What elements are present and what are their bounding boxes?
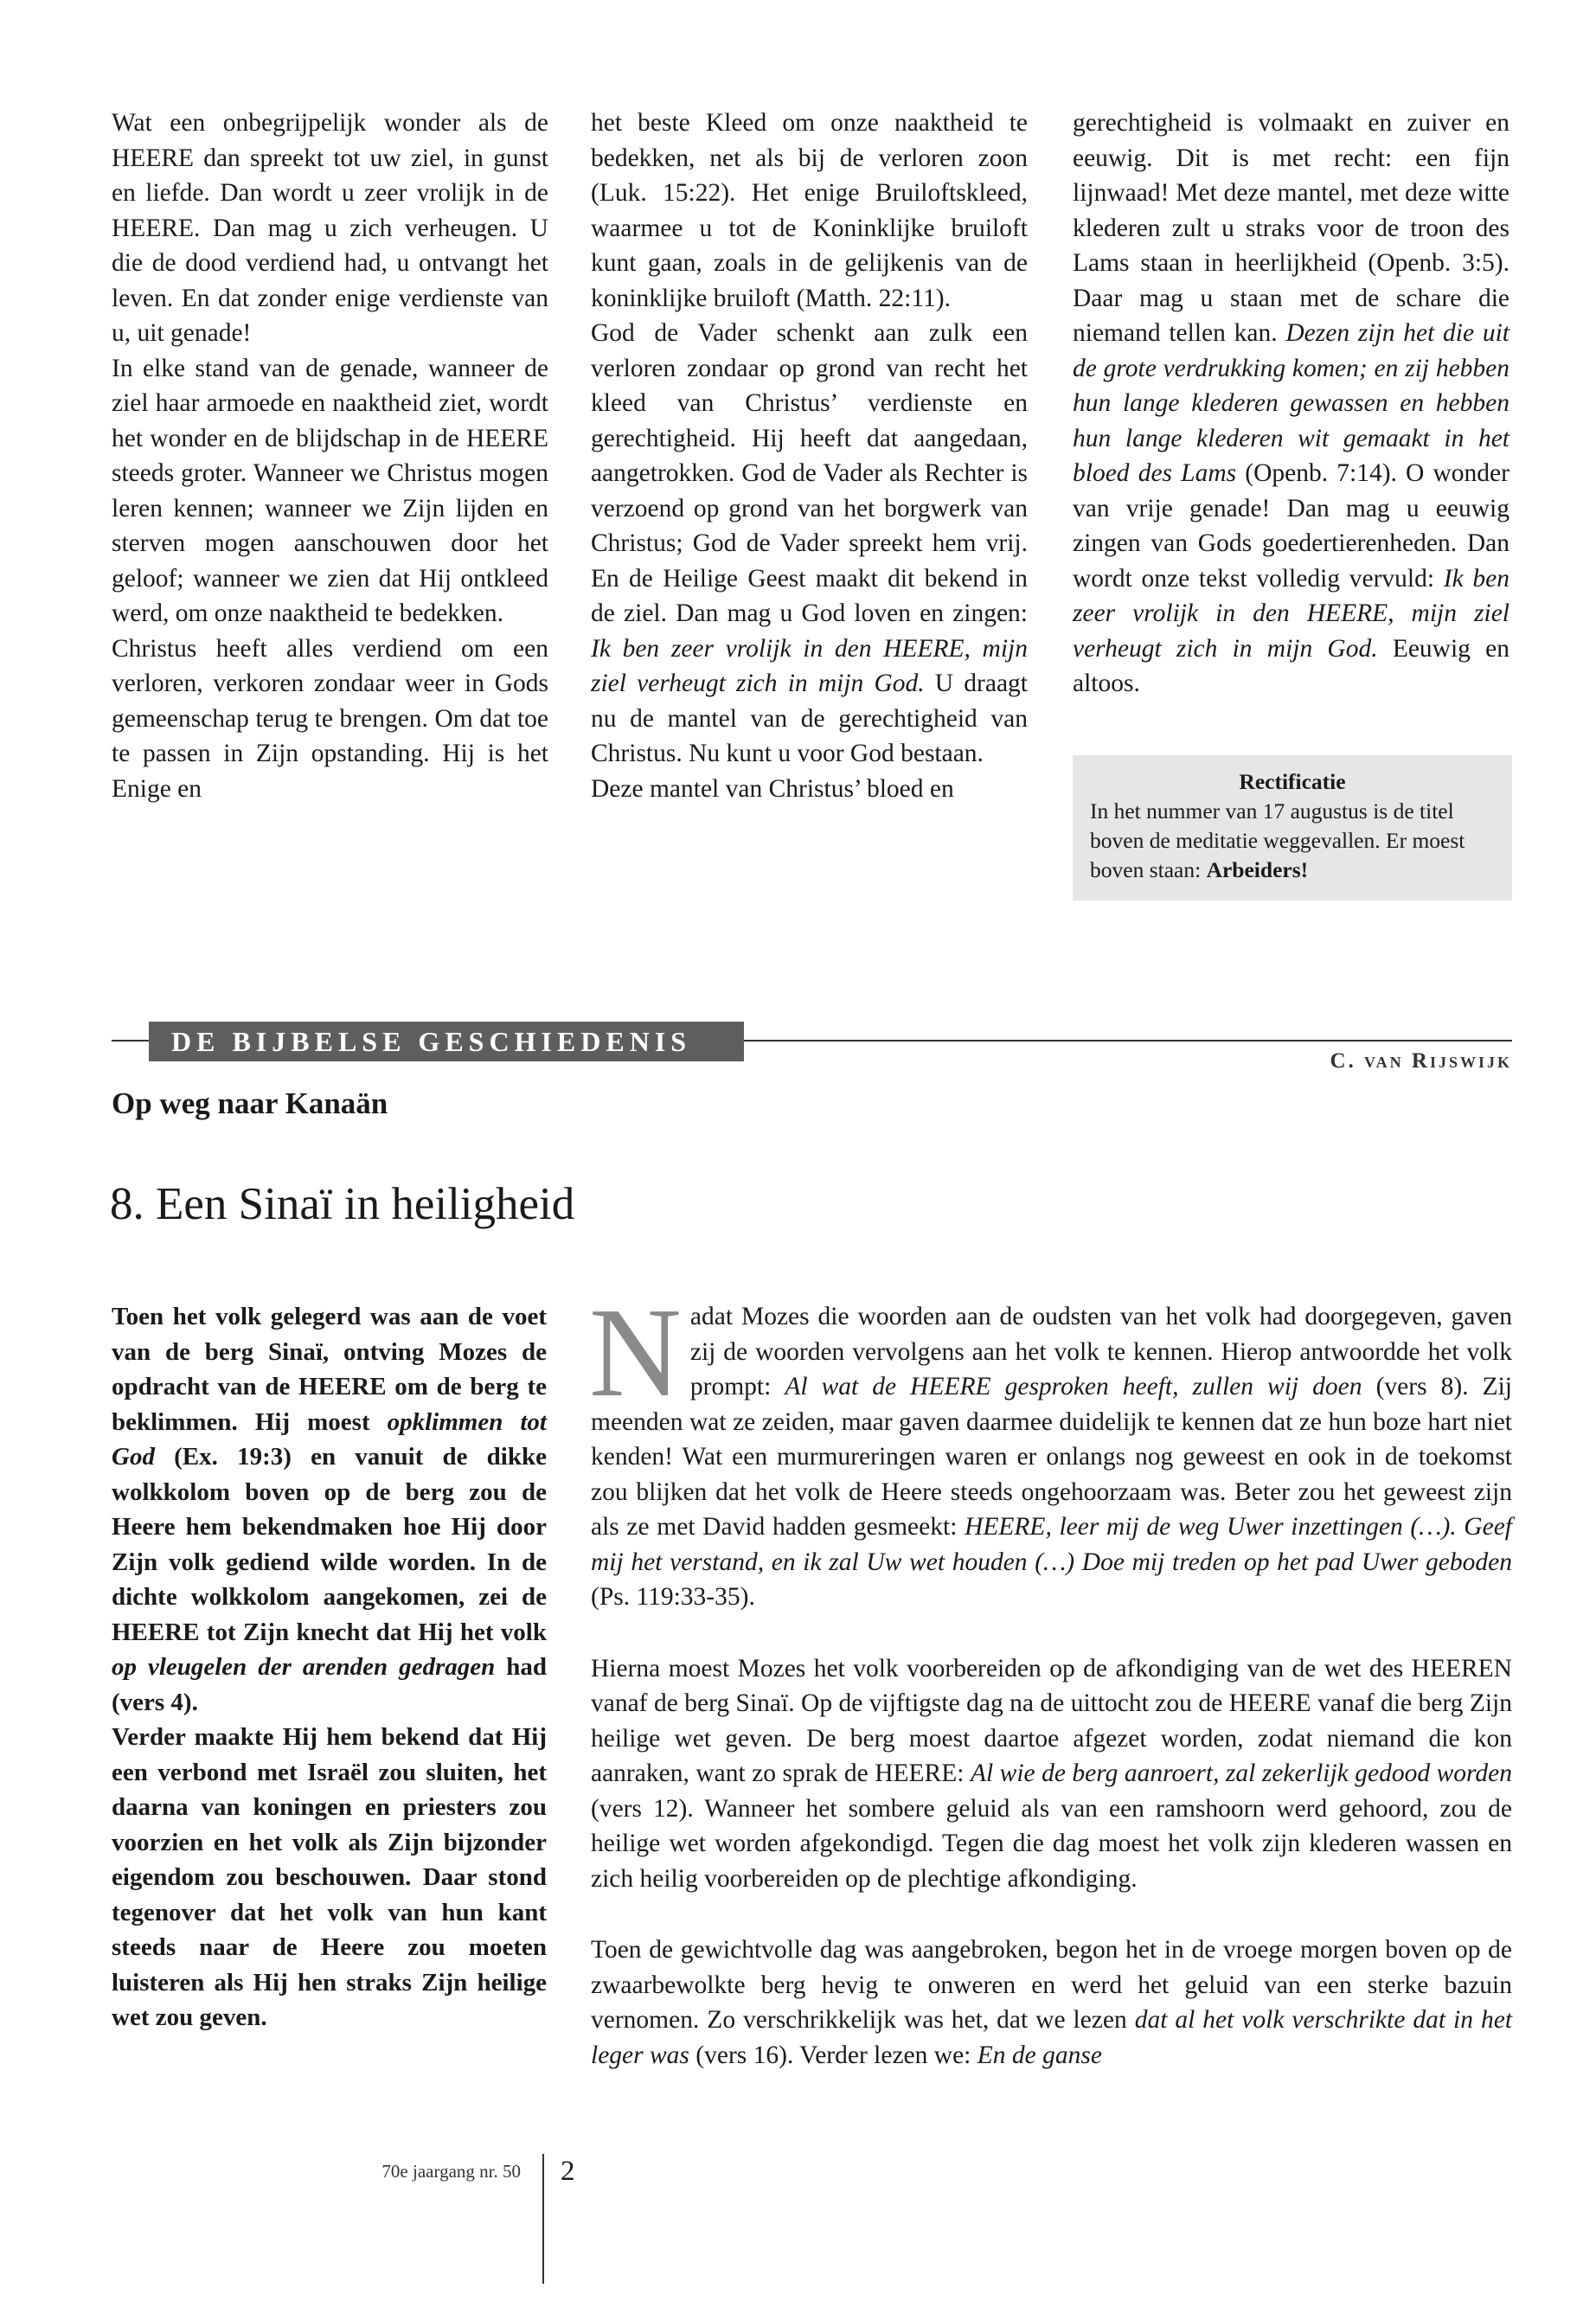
paragraph: In elke stand van de genade, wanneer de ziel haar armoede en naaktheid ziet, wordt het wonder en de blijdschap in de HEERE steeds groter. Wanneer we Christus mogen leren kennen; wanneer we Zijn lijden en sterven mogen aanschouwen door het geloof; wanneer we zien dat Hij ontkleed werd, om onze naaktheid te bedekken. (112, 354, 548, 627)
paragraph (589, 1282, 1512, 1615)
paragraph: Verder maakte Hij hem bekend dat Hij een verbond met Israël zou sluiten, het daarna van koningen en priesters zou voorzien en het volk als Zijn bijzonder eigendom zou beschouwen. Daar stond tegenover dat het volk van hun kant steeds naar de Heere zou moeten luisteren als Hij hen straks Zijn heilige wet zou geven. (112, 1723, 547, 2031)
column-3 (1073, 106, 1509, 702)
rectificatie-text (1090, 797, 1495, 885)
paragraph: Deze mantel van Christus’ bloed en (591, 774, 954, 803)
paragraph (591, 1932, 1512, 2073)
text-run: (Openb. 7:14). O wonder van vrije genade! Dan mag u eeuwig zingen van Gods goedertierenheden. Dan wordt onze tekst volledig vervuld: (1073, 459, 1509, 593)
text-run: (Ps. 119:33-35). (591, 1583, 755, 1611)
scripture-quote: Al wat de HEERE gesproken heeft, zullen wij doen (785, 1373, 1362, 1400)
text-run: (vers 16). Verder lezen we: (689, 2041, 977, 2069)
text-run: God de Vader schenkt aan zulk een verloren zondaar op grond van recht het kleed van Christus’ verdienste en gerechtigheid. Hij heeft dat aangedaan, aangetrokken. God de Vader als Rechter is verzoend op grond van het borgwerk van Christus; God de Vader spreekt hem vrij. En de Heilige Geest maakt dit bekend in de ziel. Dan mag u God loven en zingen: (591, 319, 1028, 627)
scripture-quote: En de ganse (977, 2041, 1102, 2069)
paragraph: Wat een onbegrijpelijk wonder als de HEERE dan spreekt tot uw ziel, in gunst en liefde. Dan wordt u zeer vrolijk in de HEERE. Dan mag u zich verheugen. U die de dood verdiend had, u ontvangt het leven. En dat zonder enige verdienste van u, uit genade! (112, 109, 548, 347)
text-run: Toen het volk gelegerd was aan de voet van de berg Sinaï, ontving Mozes de opdracht van de HEERE om de berg te beklimmen. Hij moest (112, 1303, 547, 1436)
text-run: Eeuwig en altoos. (1073, 634, 1509, 697)
paragraph (591, 316, 1028, 772)
body-column (589, 1282, 1513, 2109)
scripture-quote: Ik ben zeer vrolijk in den HEERE, mijn ziel verheugt zich in mijn God. (591, 634, 1028, 697)
rule-right (744, 1040, 1512, 1042)
text-run: (vers 8). Zij meenden wat ze zeiden, maar gaven daarmee duidelijk te kennen dat ze hun boze hart niet kenden! Wat een murmureringen waren er onlangs nog geweest en ook in de toekomst zou blijken dat het volk de Heere steeds ongehoorzaam was. Beter zou het geweest zijn als ze met David hadden gesmeekt: (591, 1373, 1512, 1541)
text-run: adat Mozes die woorden aan de oudsten van het volk had doorgegeven, gaven zij de woorden vervolgens aan het volk te kennen. Hierop antwoordde het volk prompt: (689, 1303, 1512, 1400)
column-2 (591, 106, 1028, 806)
author-name: C. van Rijswijk (1330, 1049, 1512, 1073)
drop-cap: N (589, 1282, 682, 1424)
scripture-quote: Ik ben zeer vrolijk in den HEERE, mijn ziel verheugt zich in mijn God. (1073, 564, 1510, 663)
text-run: gerechtigheid is volmaakt en zuiver en eeuwig. Dit is met recht: een fijn lijnwaad! Met deze mantel, met deze witte klederen zult u straks voor de troon des Lams staan in heerlijkheid (Openb. 3:5). Daar mag u staan met de schare die niemand tellen kan. (1073, 109, 1509, 347)
paragraph (1073, 106, 1509, 702)
section-label: DE BIJBELSE GESCHIEDENIS (149, 1022, 744, 1061)
scripture-quote: opklimmen tot God (112, 1407, 547, 1471)
intro-column (112, 1299, 547, 2035)
scripture-quote: HEERE, leer mij de weg Uwer inzettingen (…). Geef mij het verstand, en ik zal Uw wet houden (…) Doe mij treden op het pad Uwer geboden (591, 1513, 1512, 1576)
text-run: (Ex. 19:3) en vanuit de dikke wolkkolom boven op de berg zou de Heere hem bekendmaken hoe Hij door Zijn volk gediend wilde worden. In de dichte wolkkolom aangekomen, zei de HEERE tot Zijn knecht dat Hij het volk (112, 1443, 547, 1646)
page-number: 2 (561, 2156, 575, 2187)
text-run: In het nummer van 17 augustus is de titel boven de meditatie weggevallen. Er moest boven staan: (1090, 798, 1465, 882)
article-title: 8. Een Sinaï in heiligheid (110, 1179, 575, 1229)
scripture-quote: Dezen zijn het die uit de grote verdrukking komen; en zij hebben hun lange klederen gewassen en hebben hun lange klederen wit gemaakt in het bloed des Lams (1073, 319, 1509, 487)
scripture-quote: Al wie de berg aanroert, zal zekerlijk gedood worden (970, 1759, 1512, 1787)
scripture-quote: dat al het volk verschrikte dat in het leger was (591, 2006, 1513, 2069)
text-run: Toen de gewichtvolle dag was aangebroken, begon het in de vroege morgen boven op de zwaarbewolkte berg hevig te onweren en werd het geluid van een sterke bazuin vernomen. Zo verschrikkelijk was het, dat we lezen (591, 1936, 1512, 2034)
rectificatie-bold: Arbeiders! (1206, 857, 1309, 882)
paragraph: het beste Kleed om onze naaktheid te bedekken, net als bij de verloren zoon (Luk. 15:22). Het enige Bruiloftskleed, waarmee u tot de Koninklijke bruiloft kunt gaan, zoals in de gelijkenis van de koninklijke bruiloft (Matth. 22:11). (591, 109, 1028, 312)
paragraph (591, 1651, 1512, 1897)
rectificatie-box (1073, 755, 1512, 901)
rectificatie-title: Rectificatie (1239, 769, 1346, 794)
text-run: had (vers 4). (112, 1653, 547, 1716)
text-run: (vers 12). Wanneer het sombere geluid als van een ramshoorn werd gehoord, zou de heilige wet worden afgekondigd. Tegen die dag moest het volk zijn klederen wassen en zich heilig voorbereiden op de plechtige afkondiging. (591, 1794, 1512, 1893)
paragraph: Christus heeft alles verdiend om een verloren, verkoren zondaar weer in Gods gemeenschap terug te brengen. Om dat toe te passen in Zijn opstanding. Hij is het Enige en (112, 634, 548, 803)
journal-issue: 70e jaargang nr. 50 (381, 2161, 521, 2182)
paragraph (112, 1299, 547, 1720)
footer-divider (542, 2154, 544, 2284)
text-run: U draagt nu de mantel van de gerechtigheid van Christus. Nu kunt u voor God bestaan. (591, 670, 1028, 767)
series-title: Op weg naar Kanaän (112, 1086, 388, 1120)
scripture-quote: op vleugelen der arenden gedragen (112, 1653, 496, 1681)
text-run: Hierna moest Mozes het volk voorbereiden op de afkondiging van de wet des HEEREN vanaf de berg Sinaï. Op de vijftigste dag na de uittocht zou de HEERE vanaf die berg Zijn heilige wet geven. De berg moest daartoe afgezet worden, zodat niemand die kon aanraken, want zo sprak de HEERE: (591, 1654, 1512, 1787)
column-1 (112, 106, 548, 806)
